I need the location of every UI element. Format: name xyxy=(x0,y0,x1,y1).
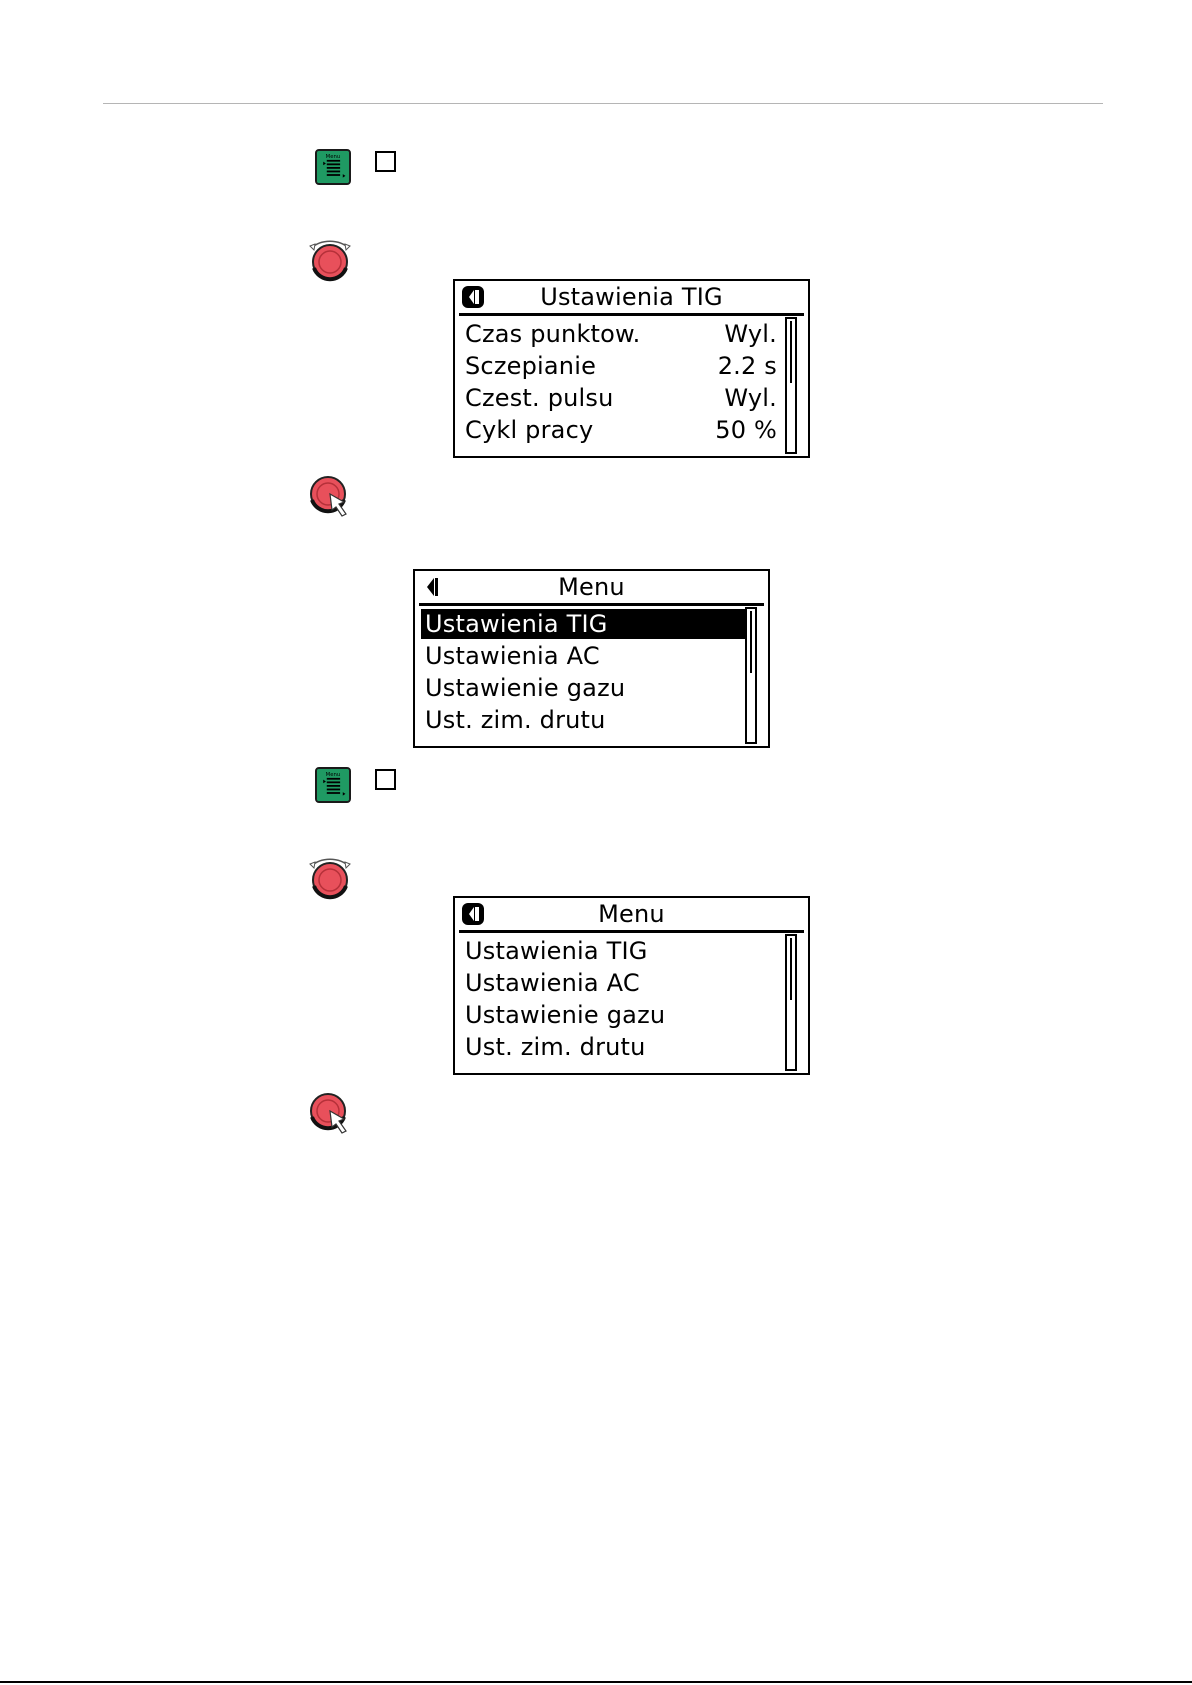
press-knob-icon xyxy=(306,1087,354,1137)
svg-text:Menu: Menu xyxy=(325,154,341,161)
scrollbar[interactable] xyxy=(785,317,797,454)
row-value: Wyl. xyxy=(724,320,777,348)
list-item[interactable] xyxy=(465,351,777,381)
list-item[interactable]: Ustawienia TIG xyxy=(465,937,648,965)
press-knob-icon xyxy=(306,470,354,520)
list-item[interactable] xyxy=(465,319,777,349)
row-label: Czas punktow. xyxy=(465,320,641,348)
row-label: Sczepianie xyxy=(465,352,597,380)
list-item[interactable]: Ust. zim. drutu xyxy=(465,1033,646,1061)
scrollbar-thumb[interactable] xyxy=(750,611,752,673)
lcd-header xyxy=(419,571,764,606)
row-label: Czest. pulsu xyxy=(465,384,614,412)
top-rule xyxy=(103,103,1103,104)
row-value: Wyl. xyxy=(724,384,777,412)
lcd-display-menu xyxy=(453,896,810,1075)
lcd-display-menu-selected xyxy=(413,569,770,748)
turn-knob-icon xyxy=(306,850,354,900)
scrollbar[interactable] xyxy=(745,607,757,744)
checkbox-icon xyxy=(375,769,396,790)
lcd-title: Ustawienia TIG xyxy=(540,283,723,311)
list-item[interactable]: Ustawienie gazu xyxy=(465,1001,666,1029)
list-item[interactable]: Ustawienia AC xyxy=(465,969,640,997)
svg-text:Menu: Menu xyxy=(325,772,341,779)
checkbox-icon xyxy=(375,151,396,172)
lcd-title: Menu xyxy=(598,900,665,928)
scrollbar-thumb[interactable] xyxy=(790,938,792,1000)
row-label: Cykl pracy xyxy=(465,416,594,444)
list-item[interactable]: Ustawienia AC xyxy=(425,642,600,670)
lcd-display-tig-settings xyxy=(453,279,810,458)
list-item[interactable] xyxy=(465,383,777,413)
menu-button-icon xyxy=(315,149,351,185)
scrollbar-thumb[interactable] xyxy=(790,321,792,383)
lcd-header xyxy=(459,898,804,933)
lcd-title: Menu xyxy=(558,573,625,601)
row-value: 2.2 s xyxy=(717,352,777,380)
bottom-rule xyxy=(0,1681,1192,1683)
menu-button-icon xyxy=(315,767,351,803)
row-value: 50 % xyxy=(715,416,777,444)
list-item[interactable]: Ustawienie gazu xyxy=(425,674,626,702)
turn-knob-icon xyxy=(306,232,354,282)
lcd-header xyxy=(459,281,804,316)
scrollbar[interactable] xyxy=(785,934,797,1071)
list-item[interactable]: Ust. zim. drutu xyxy=(425,706,606,734)
list-item[interactable] xyxy=(465,415,777,445)
list-item-selected[interactable]: Ustawienia TIG xyxy=(421,609,753,639)
